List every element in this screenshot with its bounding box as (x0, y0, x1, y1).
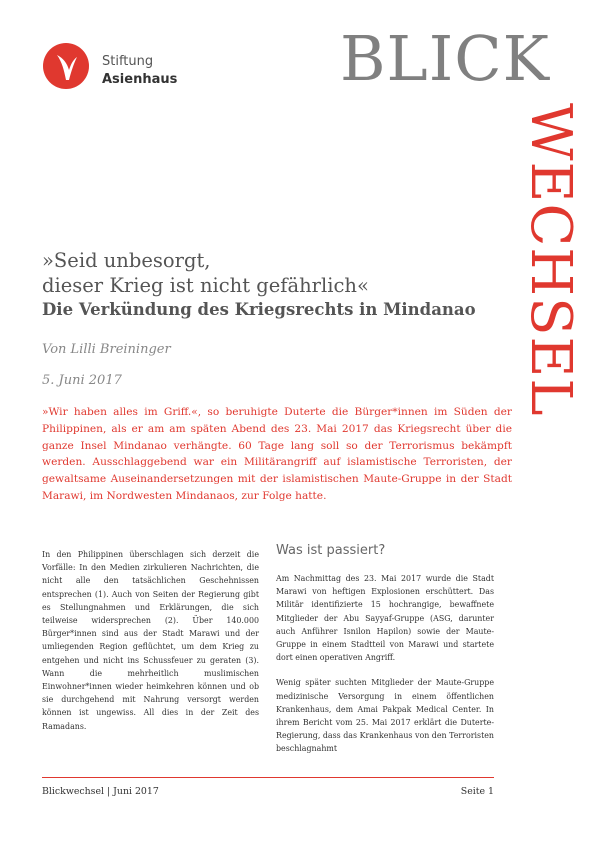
logo-text-asienhaus: Asienhaus (102, 72, 178, 87)
section-title: Was ist passiert? (276, 543, 386, 558)
left-column-text: In den Philippinen überschlagen sich derzeit die Vorfälle: In den Medien zirkulieren Nachrichten, die nicht alle den tatsächlichen Geschehnissen entsprechen (1). Auch von Seiten der Regierung gibt es Stellungnahmen und Erklärungen, die sich teilweise widersprechen (2). Über 140.000 Bürger*innen sind aus der Stadt Marawi und der umliegenden Region geflüchtet, um dem Krieg zu entgehen und nicht ins Schussfeuer zu geraten (3). Wann die mehrheitlich muslimischen Einwohner*innen wieder heimkehren können und ob sie durchgehend mit Nahrung versorgt werden können ist ungewiss. All dies in der Zeit des Ramadans. (42, 550, 259, 731)
article-subheadline: Die Verkündung des Kriegsrechts in Mindanao (42, 300, 476, 319)
masthead-blick: BLICK (340, 22, 550, 95)
article-lead: »Wir haben alles im Griff.«, so beruhigte Duterte die Bürger*innen im Süden der Philippinen, als er am am späten Abend des 23. Mai 2017 das Kriegsrecht über die ganze Insel Mindanao verhängte. 60 Tage lang soll so der Terrorismus bekämpft werden. Ausschlaggebend war ein Militärangriff auf islamistische Terroristen, der gewaltsame Auseinandersetzungen mit der islamistischen Maute-Gruppe in der Stadt Marawi, im Nordwesten Mindanaos, zur Folge hatte. (42, 406, 512, 502)
asienhaus-logo-icon (42, 42, 90, 90)
masthead-wechsel-vertical: WECHSEL (518, 103, 583, 417)
stiftung-asienhaus-logo (42, 42, 202, 94)
article-headline (42, 248, 502, 298)
article-author: Von Lilli Breininger (42, 342, 171, 357)
headline-line-1: »Seid unbesorgt, (42, 249, 211, 272)
right-column-paragraph-1: Am Nachmittag des 23. Mai 2017 wurde die Stadt Marawi von heftigen Explosionen erschüttert. Das Militär identifizierte 15 hochrangige, bewaffnete Mitglieder der Abu Sayyaf-Gruppe (ASG, darunter auch Anführer Isnilon Hapilon) sowie der Maute-Gruppe in einem Stadtteil von Marawi und startete dort einen operativen Angriff. (276, 574, 494, 663)
footer-publication: Blickwechsel | Juni 2017 (42, 786, 159, 797)
headline-line-2: dieser Krieg ist nicht gefährlich« (42, 274, 369, 297)
logo-text-stiftung: Stiftung (102, 54, 154, 69)
right-column-paragraph-2: Wenig später suchten Mitglieder der Maute-Gruppe medizinische Versorgung in einem öffentlichen Krankenhaus, dem Amai Pakpak Medical Center. In ihrem Bericht vom 25. Mai 2017 erklärt die Duterte-Regierung, dass das Krankenhaus von den Terroristen beschlagnahmt (276, 678, 494, 754)
footer-page-number: Seite 1 (460, 786, 494, 797)
article-date: 5. Juni 2017 (42, 373, 122, 388)
footer-divider (42, 777, 494, 778)
right-column (276, 572, 494, 768)
